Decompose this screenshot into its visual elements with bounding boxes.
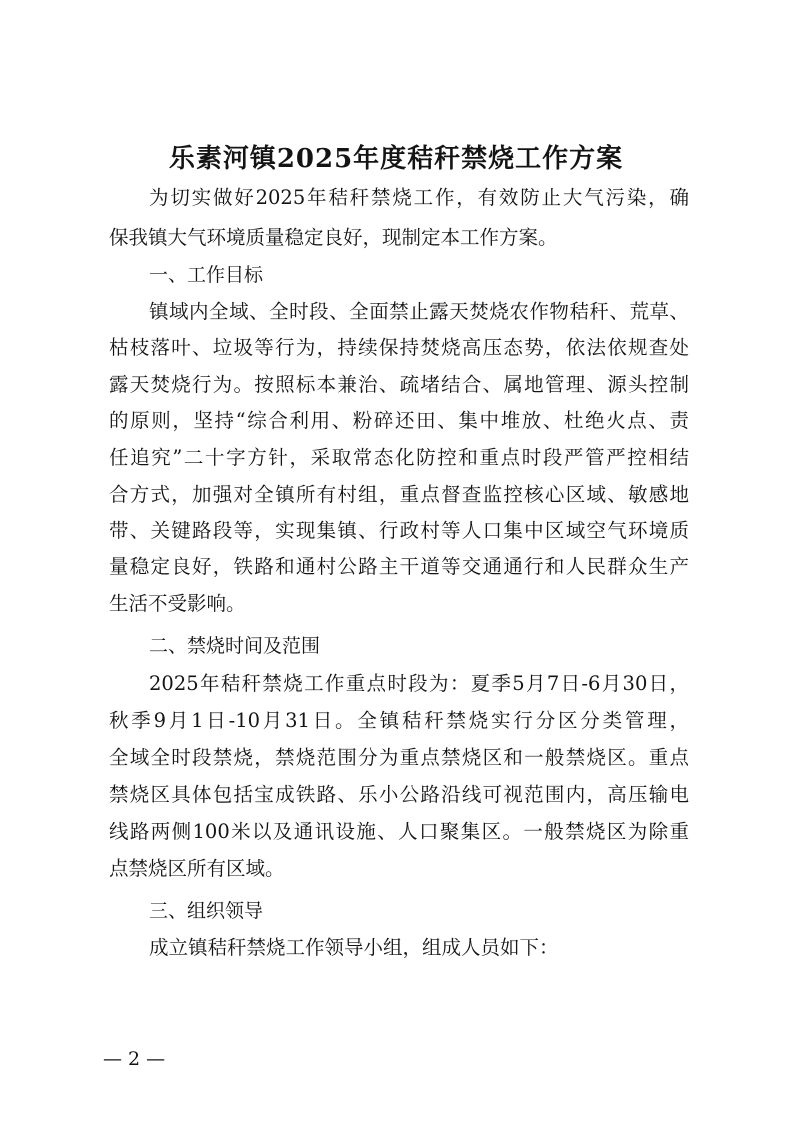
body-line: 禁烧区具体包括宝成铁路、乐小公路沿线可视范围内，高压输电	[109, 783, 689, 806]
page-number: — 2 —	[103, 1048, 166, 1070]
intro-line: 保我镇大气环境质量稳定良好，现制定本工作方案。	[109, 226, 558, 249]
document-title: 乐素河镇2025年度秸秆禁烧工作方案	[168, 144, 624, 174]
body-line: 秋季9月1日-10月31日。全镇秸秆禁烧实行分区分类管理，	[109, 709, 689, 732]
body-line: 露天焚烧行为。按照标本兼治、疏堵结合、属地管理、源头控制	[109, 373, 689, 396]
body-line: 的原则，坚持“综合利用、粉碎还田、集中堆放、杜绝火点、责	[109, 409, 689, 432]
body-line: 点禁烧区所有区域。	[109, 857, 285, 880]
section-heading: 二、禁烧时间及范围	[149, 635, 321, 657]
body-line: 2025年秸秆禁烧工作重点时段为：夏季5月7日-6月30日，	[149, 672, 689, 695]
body-line: 枯枝落叶、垃圾等行为，持续保持焚烧高压态势，依法依规查处	[109, 336, 689, 359]
body-line: 合方式，加强对全镇所有村组，重点督查监控核心区域、敏感地	[109, 483, 689, 506]
body-line: 镇域内全域、全时段、全面禁止露天焚烧农作物秸秆、荒草、	[149, 300, 689, 323]
section-heading: 三、组织领导	[149, 900, 264, 922]
body-line: 量稳定良好，铁路和通村公路主干道等交通通行和人民群众生产	[109, 555, 689, 578]
section-heading: 一、工作目标	[149, 264, 264, 286]
body-line: 任追究”二十字方针，采取常态化防控和重点时段严管严控相结	[109, 446, 689, 469]
body-line: 线路两侧100米以及通讯设施、人口聚集区。一般禁烧区为除重	[109, 820, 689, 843]
intro-line: 为切实做好2025年秸秆禁烧工作，有效防止大气污染，确	[149, 186, 689, 209]
body-line: 全域全时段禁烧，禁烧范围分为重点禁烧区和一般禁烧区。重点	[109, 746, 689, 769]
body-line: 生活不受影响。	[109, 592, 246, 615]
body-line: 成立镇秸秆禁烧工作领导小组，组成人员如下：	[149, 936, 559, 959]
body-line: 带、关键路段等，实现集镇、行政村等人口集中区域空气环境质	[109, 519, 689, 542]
